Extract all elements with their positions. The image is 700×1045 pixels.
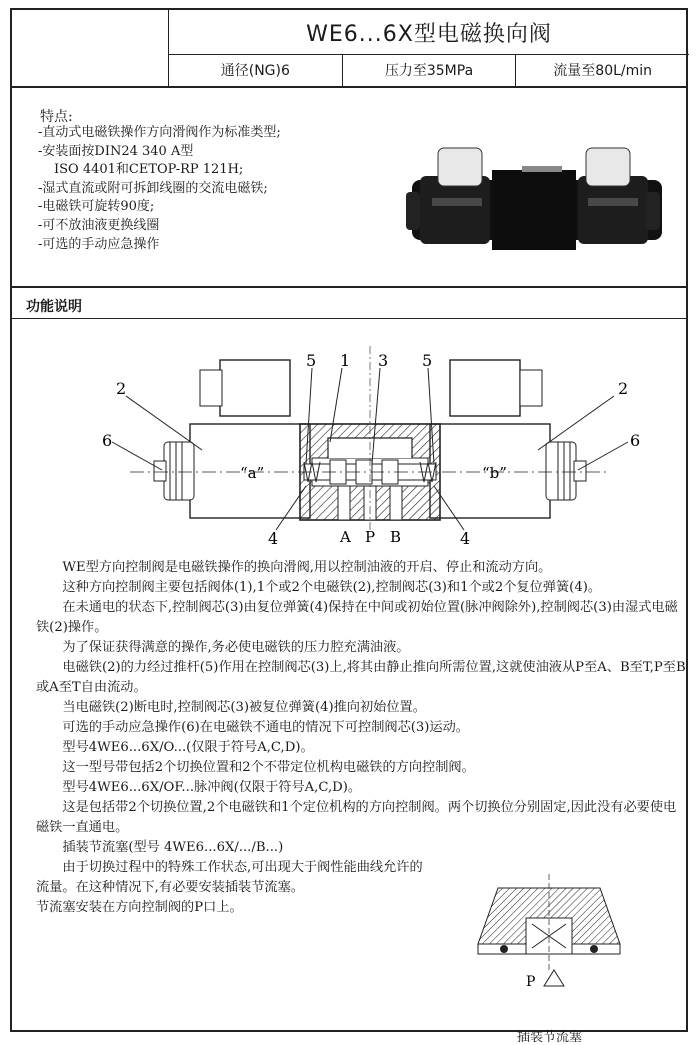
description-paragraph: 节流塞安装在方向控制阀的P口上。 xyxy=(36,900,243,915)
description-paragraph: 为了保证获得满意的操作,务必使电磁铁的压力腔充满油液。 xyxy=(62,640,410,655)
callout-4-left: 4 xyxy=(268,529,279,548)
callout-5-right: 5 xyxy=(422,351,433,370)
section-divider xyxy=(12,286,686,288)
page-frame xyxy=(10,8,688,1045)
feature-item: ISO 4401和CETOP-RP 121H; xyxy=(54,162,244,178)
port-a-label: A xyxy=(340,528,351,546)
port-p-label: P xyxy=(365,528,376,546)
description-paragraph: 插装节流塞(型号 4WE6...6X/.../B...) xyxy=(62,840,284,855)
spec-flow: 流量至80L/min xyxy=(515,54,689,86)
throttle-port-label: P xyxy=(526,974,536,990)
description-paragraph: 由于切换过程中的特殊工作状态,可出现大于阀性能曲线允许的流量。在这种情况下,有必要安装插装节流塞。 xyxy=(36,860,423,895)
callout-1: 1 xyxy=(340,351,351,370)
description-paragraph: WE型方向控制阀是电磁铁操作的换向滑阀,用以控制油液的开启、停止和流动方向。 xyxy=(62,560,552,575)
solenoid-b-label: “b” xyxy=(482,464,507,482)
description-paragraph: 型号4WE6...6X/OF...脉冲阀(仅限于符号A,C,D)。 xyxy=(62,780,362,795)
throttle-caption: 插装节流塞 xyxy=(517,1030,583,1045)
callout-2-right: 2 xyxy=(618,379,629,398)
feature-item: -安装面按DIN24 340 A型 xyxy=(38,143,194,159)
header-divider xyxy=(12,86,686,88)
callout-4-right: 4 xyxy=(460,529,471,548)
description-paragraph: 当电磁铁(2)断电时,控制阀芯(3)被复位弹簧(4)推向初始位置。 xyxy=(62,700,426,715)
valve-photo xyxy=(402,120,662,280)
solenoid-a-label: “a” xyxy=(240,464,265,482)
port-b-label: B xyxy=(390,528,402,546)
callout-6-right: 6 xyxy=(630,431,641,450)
description-paragraph: 这是包括带2个切换位置,2个电磁铁和1个定位机构的方向控制阀。两个切换位分别固定,因此没有必要使电磁铁一直通电。 xyxy=(36,800,677,835)
page-title: WE6...6X型电磁换向阀 xyxy=(168,10,689,55)
feature-item: -可不放油液更换线圈 xyxy=(38,217,160,233)
description-paragraph: 在未通电的状态下,控制阀芯(3)由复位弹簧(4)保持在中间或初始位置(脉冲阀除外),控制阀芯(3)由湿式电磁铁(2)操作。 xyxy=(36,600,678,635)
description-paragraph: 这一型号带包括2个切换位置和2个不带定位机构电磁铁的方向控制阀。 xyxy=(62,760,475,775)
description-paragraph: 型号4WE6...6X/O...(仅限于符号A,C,D)。 xyxy=(62,740,314,755)
feature-item: -电磁铁可旋转90度; xyxy=(38,199,155,215)
callout-3: 3 xyxy=(378,351,389,370)
function-heading: 功能说明 xyxy=(26,299,82,315)
spec-nominal-size: 通径(NG)6 xyxy=(220,63,290,79)
feature-item: -可选的手动应急操作 xyxy=(38,236,160,252)
feature-item: -直动式电磁铁操作方向滑阀作为标准类型; xyxy=(38,125,281,140)
spec-pressure: 压力至35MPa xyxy=(342,54,516,86)
description-paragraph: 这种方向控制阀主要包括阀体(1),1个或2个电磁铁(2),控制阀芯(3)和1个或2个复位弹簧(4)。 xyxy=(62,580,602,595)
feature-item: -湿式直流或附可拆卸线圈的交流电磁铁; xyxy=(38,180,268,196)
function-heading-rule xyxy=(12,318,686,319)
features-heading: 特点: xyxy=(40,109,73,125)
callout-6-left: 6 xyxy=(102,431,113,450)
throttle-insert-diagram xyxy=(474,874,624,1022)
spec-row xyxy=(168,54,689,86)
valve-section-diagram xyxy=(90,346,650,556)
callout-2-left: 2 xyxy=(116,379,127,398)
function-description xyxy=(36,558,686,918)
callout-5-left: 5 xyxy=(306,351,317,370)
description-paragraph: 可选的手动应急操作(6)在电磁铁不通电的情况下可控制阀芯(3)运动。 xyxy=(62,720,469,735)
features-list xyxy=(38,124,281,254)
description-paragraph: 电磁铁(2)的力经过推杆(5)作用在控制阀芯(3)上,将其由静止推向所需位置,这就使油液从P至A、B至T,P至B或A至T自由流动。 xyxy=(36,660,686,695)
